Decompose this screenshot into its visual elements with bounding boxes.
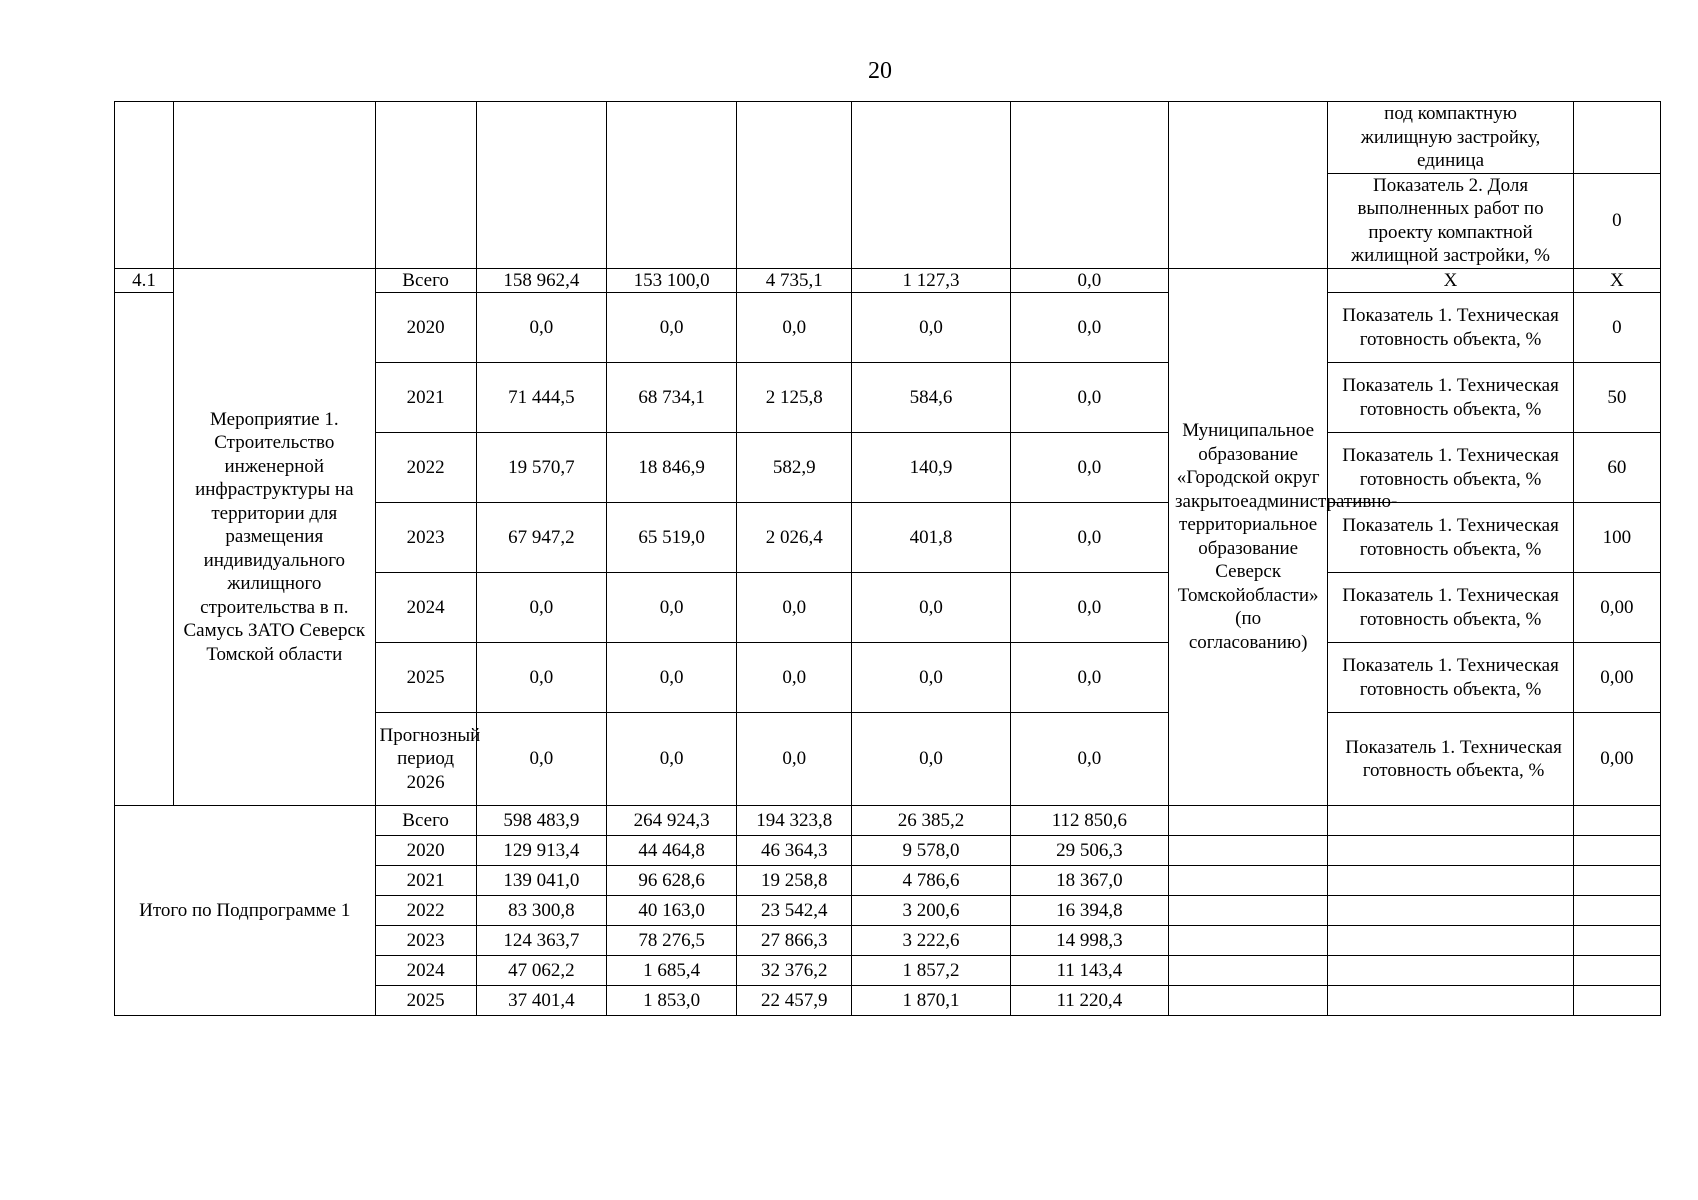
value-cell: 2 026,4 xyxy=(737,503,852,573)
indicator-value: 0 xyxy=(1573,293,1660,363)
measure-number: 4.1 xyxy=(115,268,174,293)
value-cell: 11 143,4 xyxy=(1010,956,1168,986)
value-cell: 140,9 xyxy=(852,433,1010,503)
indicator-cell: Показатель 1. Техническая готовность объекта, % xyxy=(1328,363,1573,433)
subtotal-label: Итого по Подпрограмме 1 xyxy=(115,806,376,1016)
indicator-value: 0,00 xyxy=(1573,643,1660,713)
value-cell: 44 464,8 xyxy=(606,836,736,866)
value-cell: 112 850,6 xyxy=(1010,806,1168,836)
value-cell: 401,8 xyxy=(852,503,1010,573)
year-cell: 2024 xyxy=(375,573,476,643)
value-cell: 0,0 xyxy=(852,573,1010,643)
indicator-cell: Показатель 1. Техническая готовность объекта, % xyxy=(1328,293,1573,363)
indicator-value: 100 xyxy=(1573,503,1660,573)
value-cell: 16 394,8 xyxy=(1010,896,1168,926)
year-cell: 2022 xyxy=(375,433,476,503)
executor-cell: Муниципальное образование «Городской округ закрытоеадминистративно-территориальное образование Северск Томскойобласти» (по согласованию) xyxy=(1169,268,1328,806)
indicator-cell: под компактную жилищную застройку, единица xyxy=(1328,102,1573,174)
value-cell: 582,9 xyxy=(737,433,852,503)
value-cell: 47 062,2 xyxy=(476,956,606,986)
measure-name: Мероприятие 1. Строительство инженерной инфраструктуры на территории для размещения индивидуального жилищного строительства в п. Самусь ЗАТО Северск Томской области xyxy=(174,268,375,806)
year-cell: 2025 xyxy=(375,643,476,713)
indicator-cell: Показатель 1. Техническая готовность объекта, % xyxy=(1328,713,1573,806)
value-cell: 11 220,4 xyxy=(1010,986,1168,1016)
value-cell: 32 376,2 xyxy=(737,956,852,986)
value-cell: 83 300,8 xyxy=(476,896,606,926)
value-cell: 18 846,9 xyxy=(606,433,736,503)
value-cell: 1 853,0 xyxy=(606,986,736,1016)
value-cell: 2 125,8 xyxy=(737,363,852,433)
value-cell: 4 786,6 xyxy=(852,866,1010,896)
indicator-cell: Показатель 1. Техническая готовность объекта, % xyxy=(1328,573,1573,643)
value-cell: 139 041,0 xyxy=(476,866,606,896)
value-cell: 29 506,3 xyxy=(1010,836,1168,866)
value-cell: 158 962,4 xyxy=(476,268,606,293)
page-number: 20 xyxy=(868,58,892,84)
value-cell: 40 163,0 xyxy=(606,896,736,926)
year-cell: Прогнозный период 2026 xyxy=(375,713,476,806)
year-cell: 2020 xyxy=(375,836,476,866)
value-cell: 1 870,1 xyxy=(852,986,1010,1016)
year-cell: 2023 xyxy=(375,503,476,573)
value-cell: 0,0 xyxy=(852,643,1010,713)
value-cell: 19 570,7 xyxy=(476,433,606,503)
value-cell: 129 913,4 xyxy=(476,836,606,866)
value-cell: 96 628,6 xyxy=(606,866,736,896)
value-cell: 9 578,0 xyxy=(852,836,1010,866)
indicator-value: 0,00 xyxy=(1573,573,1660,643)
value-cell: 124 363,7 xyxy=(476,926,606,956)
value-cell: 264 924,3 xyxy=(606,806,736,836)
value-cell: 0,0 xyxy=(737,713,852,806)
value-cell: 1 685,4 xyxy=(606,956,736,986)
value-cell: 0,0 xyxy=(606,293,736,363)
value-cell: 0,0 xyxy=(852,713,1010,806)
value-cell: 0,0 xyxy=(737,293,852,363)
year-cell: Всего xyxy=(375,268,476,293)
value-cell: 0,0 xyxy=(852,293,1010,363)
value-cell: 1 127,3 xyxy=(852,268,1010,293)
indicator-value: X xyxy=(1573,268,1660,293)
year-cell: 2021 xyxy=(375,363,476,433)
value-cell: 0,0 xyxy=(476,293,606,363)
value-cell: 0,0 xyxy=(476,643,606,713)
value-cell: 1 857,2 xyxy=(852,956,1010,986)
value-cell: 27 866,3 xyxy=(737,926,852,956)
value-cell: 18 367,0 xyxy=(1010,866,1168,896)
value-cell: 22 457,9 xyxy=(737,986,852,1016)
indicator-cell: X xyxy=(1328,268,1573,293)
value-cell: 78 276,5 xyxy=(606,926,736,956)
indicator-value: 0,00 xyxy=(1573,713,1660,806)
value-cell: 68 734,1 xyxy=(606,363,736,433)
indicator-cell: Показатель 1. Техническая готовность объекта, % xyxy=(1328,433,1573,503)
year-cell: Всего xyxy=(375,806,476,836)
value-cell: 0,0 xyxy=(606,713,736,806)
value-cell: 26 385,2 xyxy=(852,806,1010,836)
indicator-cell: Показатель 2. Доля выполненных работ по проекту компактной жилищной застройки, % xyxy=(1328,173,1573,268)
indicator-cell: Показатель 1. Техническая готовность объекта, % xyxy=(1328,503,1573,573)
value-cell: 65 519,0 xyxy=(606,503,736,573)
value-cell: 67 947,2 xyxy=(476,503,606,573)
value-cell: 71 444,5 xyxy=(476,363,606,433)
value-cell: 0,0 xyxy=(737,573,852,643)
value-cell: 0,0 xyxy=(1010,363,1168,433)
indicator-value: 60 xyxy=(1573,433,1660,503)
value-cell: 0,0 xyxy=(1010,643,1168,713)
year-cell: 2020 xyxy=(375,293,476,363)
year-cell: 2021 xyxy=(375,866,476,896)
value-cell: 37 401,4 xyxy=(476,986,606,1016)
value-cell: 0,0 xyxy=(737,643,852,713)
year-cell: 2024 xyxy=(375,956,476,986)
value-cell: 598 483,9 xyxy=(476,806,606,836)
year-cell: 2022 xyxy=(375,896,476,926)
table-row xyxy=(115,806,1661,836)
value-cell: 0,0 xyxy=(476,713,606,806)
value-cell: 0,0 xyxy=(1010,433,1168,503)
table-row xyxy=(115,268,1661,293)
value-cell: 0,0 xyxy=(1010,268,1168,293)
value-cell: 0,0 xyxy=(1010,293,1168,363)
indicator-cell: Показатель 1. Техническая готовность объекта, % xyxy=(1328,643,1573,713)
value-cell: 3 200,6 xyxy=(852,896,1010,926)
value-cell: 46 364,3 xyxy=(737,836,852,866)
value-cell: 0,0 xyxy=(606,643,736,713)
value-cell: 0,0 xyxy=(476,573,606,643)
value-cell: 194 323,8 xyxy=(737,806,852,836)
indicator-value: 0 xyxy=(1573,173,1660,268)
value-cell: 4 735,1 xyxy=(737,268,852,293)
value-cell: 3 222,6 xyxy=(852,926,1010,956)
value-cell: 19 258,8 xyxy=(737,866,852,896)
value-cell: 14 998,3 xyxy=(1010,926,1168,956)
value-cell: 153 100,0 xyxy=(606,268,736,293)
year-cell: 2025 xyxy=(375,986,476,1016)
value-cell: 0,0 xyxy=(1010,503,1168,573)
value-cell: 584,6 xyxy=(852,363,1010,433)
table-row xyxy=(115,102,1661,174)
value-cell: 0,0 xyxy=(1010,713,1168,806)
value-cell: 23 542,4 xyxy=(737,896,852,926)
value-cell: 0,0 xyxy=(606,573,736,643)
value-cell: 0,0 xyxy=(1010,573,1168,643)
budget-table xyxy=(114,101,1661,1016)
indicator-value: 50 xyxy=(1573,363,1660,433)
year-cell: 2023 xyxy=(375,926,476,956)
